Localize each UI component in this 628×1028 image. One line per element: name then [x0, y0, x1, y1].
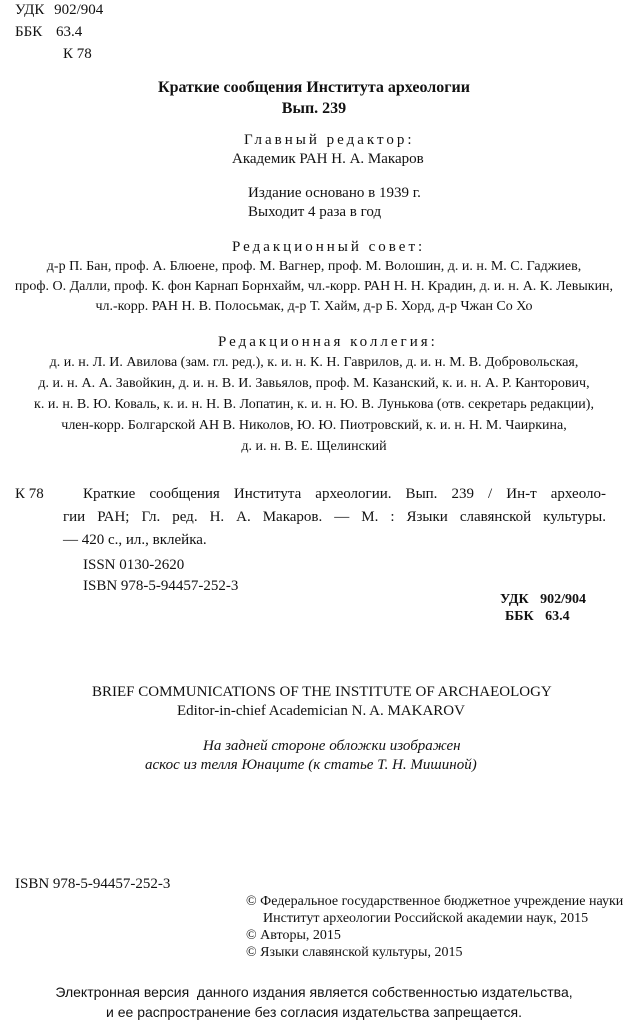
copyright-line: © Языки славянской культуры, 2015	[246, 945, 463, 960]
board-line: д. и. н. Л. И. Авилова (зам. гл. ред.), к. и. н. К. Н. Гаврилов, д. и. н. М. В. Добровольская,	[49, 355, 579, 370]
catalog-line: гии РАН; Гл. ред. Н. А. Макаров. — М. : Языки славянской культуры.	[63, 509, 606, 525]
cover-note-line: На задней стороне обложки изображен	[203, 738, 461, 754]
bbk-value: 63.4	[55, 24, 83, 40]
council-line: чл.-корр. РАН Н. В. Полосьмак, д-р Т. Хайм, д-р Б. Хорд, д-р Чжан Со Хо	[95, 299, 533, 314]
frequency: Выходит 4 раза в год	[248, 204, 382, 220]
copyright-line: © Федеральное государственное бюджетное учреждение науки	[246, 894, 624, 909]
catalog-mark: К 78	[15, 486, 44, 502]
issue-number: Вып. 239	[281, 100, 347, 117]
udk-value: 902/904	[54, 2, 104, 18]
council-line: проф. О. Далли, проф. К. фон Карнап Борнхайм, чл.-корр. РАН Н. Н. Крадин, д. и. н. А. К. Левыкин,	[14, 279, 614, 294]
board-line: к. и. н. В. Ю. Коваль, к. и. н. Н. В. Лопатин, к. и. н. Ю. В. Лунькова (отв. секретарь редакции),	[34, 397, 594, 412]
index-bottom-udk	[500, 592, 586, 608]
english-title: BRIEF COMMUNICATIONS OF THE INSTITUTE OF ARCHAEOLOGY	[92, 684, 552, 700]
board-line: д. и. н. В. Е. Щелинский	[241, 439, 387, 454]
board-line: член-корр. Болгарской АН В. Николов, Ю. Ю. Пиотровский, к. и. н. Н. М. Чаиркина,	[61, 418, 567, 433]
notice-line: Электронная версия данного издания является собственностью издательства,	[55, 984, 573, 1000]
editorial-board-heading: Редакционная коллегия:	[218, 334, 438, 350]
footer-isbn: ISBN 978-5-94457-252-3	[15, 876, 171, 892]
copyright-line: © Авторы, 2015	[246, 928, 341, 943]
catalog-line: — 420 с., ил., вклейка.	[63, 532, 207, 548]
board-line: д. и. н. А. А. Завойкин, д. и. н. В. И. Завьялов, проф. М. Казанский, к. и. н. А. Р. Канторович,	[38, 376, 590, 391]
author-mark: К 78	[63, 46, 92, 62]
council-line: д-р П. Бан, проф. А. Блюене, проф. М. Вагнер, проф. М. Волошин, д. и. н. М. С. Гаджиев,	[46, 259, 582, 274]
bbk-value: 63.4	[545, 609, 570, 624]
bbk-label: ББК	[505, 609, 534, 624]
notice-line: и ее распространение без согласия издательства запрещается.	[106, 1004, 522, 1020]
isbn: ISBN 978-5-94457-252-3	[83, 578, 239, 594]
founded-year: Издание основано в 1939 г.	[248, 185, 421, 201]
bbk-label: ББК	[15, 24, 43, 40]
udk-label: УДК	[15, 2, 45, 18]
page-title: Краткие сообщения Института археологии	[158, 79, 470, 96]
chief-editor-name: Академик РАН Н. А. Макаров	[232, 151, 424, 167]
catalog-line: Краткие сообщения Института археологии. Вып. 239 / Ин-т археоло-	[83, 486, 606, 502]
editorial-council-heading: Редакционный совет:	[232, 239, 426, 255]
copyright-line: Институт археологии Российской академии наук, 2015	[263, 911, 589, 926]
udk-value: 902/904	[540, 592, 587, 607]
chief-editor-heading: Главный редактор:	[244, 132, 415, 148]
udk-label: УДК	[500, 592, 529, 607]
cover-note-line: аскос из телля Юнаците (к статье Т. Н. Мишиной)	[145, 757, 477, 773]
issn: ISSN 0130-2620	[83, 557, 185, 573]
index-bottom-bbk	[505, 609, 570, 625]
english-editor: Editor-in-chief Academician N. A. MAKAROV	[177, 703, 465, 719]
